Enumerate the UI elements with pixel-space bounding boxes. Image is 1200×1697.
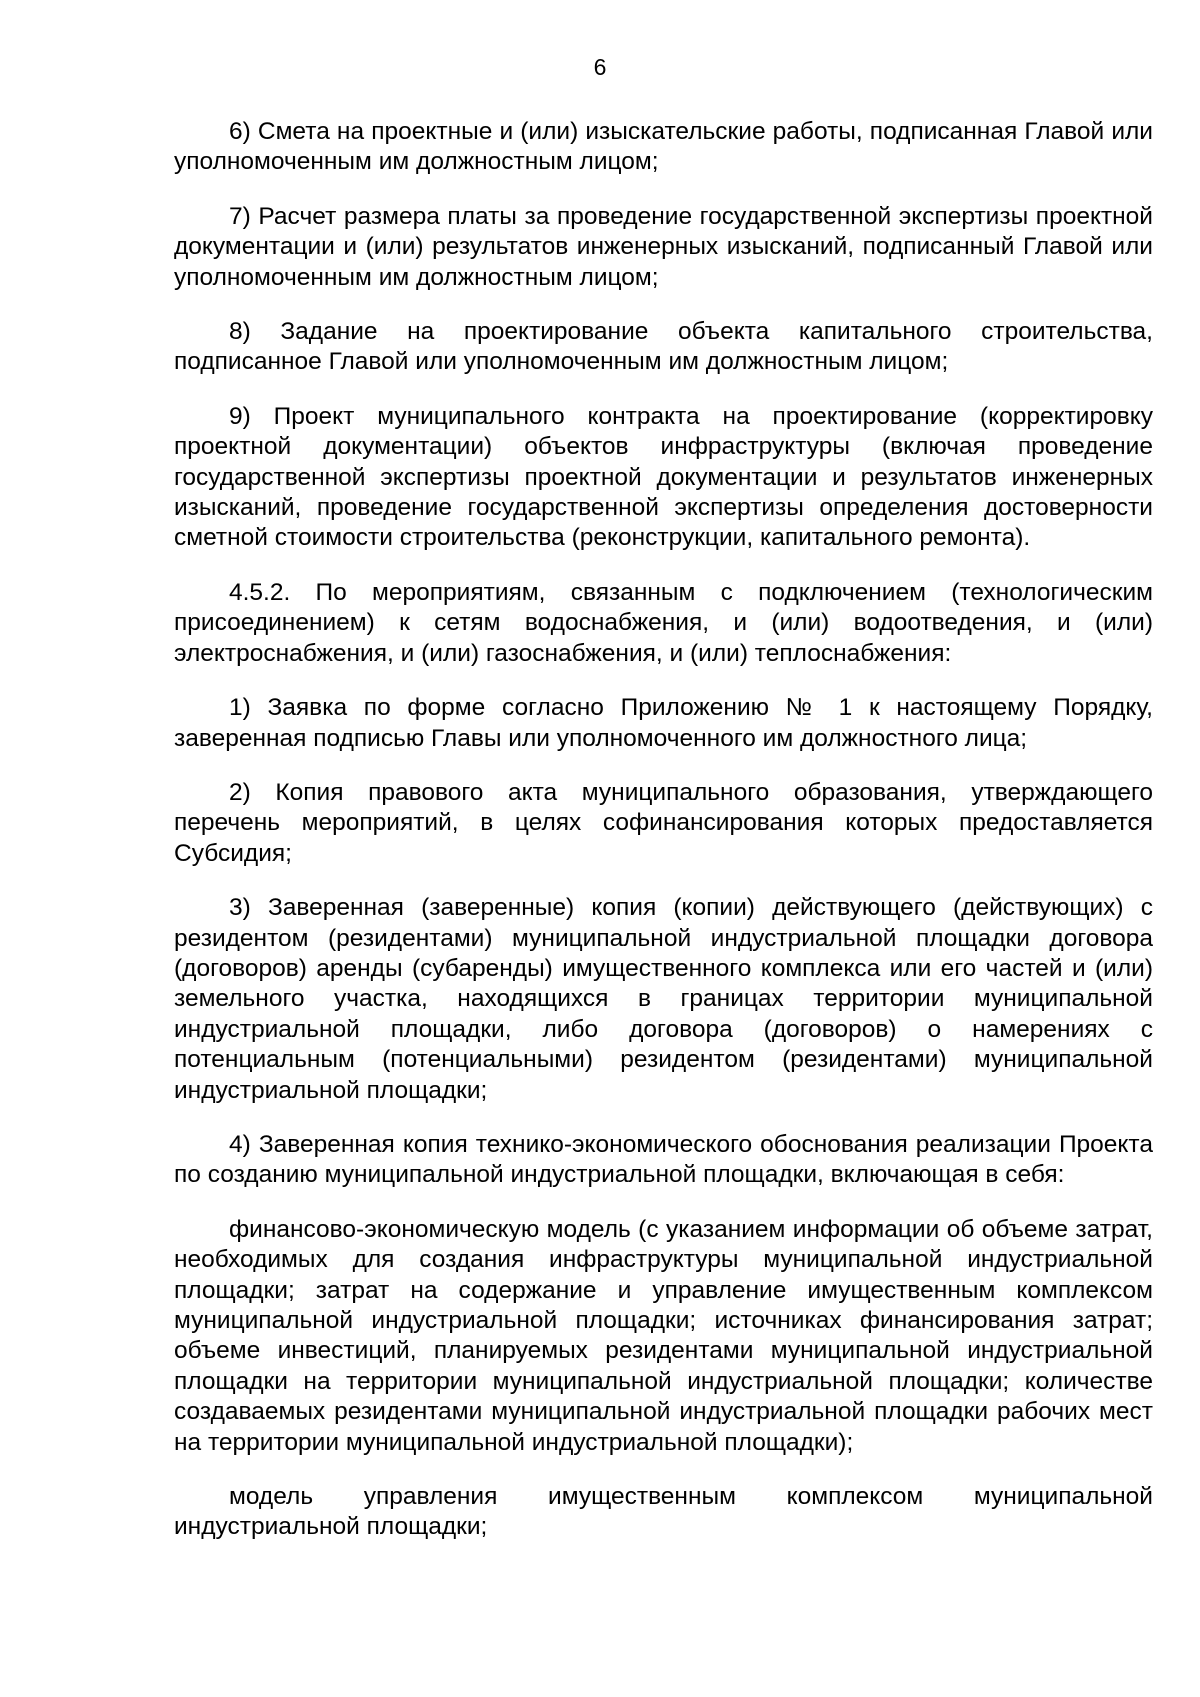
- paragraph-section-4-5-2: 4.5.2. По мероприятиям, связанным с подключением (технологическим присоединением) к сетям водоснабжения, и (или) водоотведения, и (или) электроснабжения, и (или) газоснабжения, и (или) теплоснабжения:: [174, 578, 1153, 667]
- document-body: [174, 117, 1153, 1543]
- paragraph-item-1: 1) Заявка по форме согласно Приложению № 1 к настоящему Порядку, заверенная подписью Главы или уполномоченного им должностного лица;: [174, 694, 1153, 752]
- paragraph-financial-model: финансово-экономическую модель (с указанием информации об объеме затрат, необходимых для создания инфраструктуры муниципальной индустриальной площадки; затрат на содержание и управление имущественным комплексом муниципальной индустриальной площадки; источниках финансирования затрат; объеме инвестиций, планируемых резидентами муниципальной индустриальной площадки на территории муниципальной индустриальной площадки; количестве создаваемых резидентами муниципальной индустриальной площадки рабочих мест на территории муниципальной индустриальной площадки);: [174, 1215, 1153, 1456]
- paragraph-item-7: 7) Расчет размера платы за проведение государственной экспертизы проектной документации и (или) результатов инженерных изысканий, подписанный Главой или уполномоченным им должностным лицом;: [174, 202, 1153, 291]
- paragraph-item-8: 8) Задание на проектирование объекта капитального строительства, подписанное Главой или уполномоченным им должностным лицом;: [174, 318, 1153, 376]
- paragraph-item-9: 9) Проект муниципального контракта на проектирование (корректировку проектной документации) объектов инфраструктуры (включая проведение государственной экспертизы проектной документации и результатов инженерных изысканий, проведение государственной экспертизы определения достоверности сметной стоимости строительства (реконструкции, капитального ремонта).: [174, 402, 1153, 552]
- paragraph-item-3: 3) Заверенная (заверенные) копия (копии) действующего (действующих) с резидентом (резидентами) муниципальной индустриальной площадки договора (договоров) аренды (субаренды) имущественного комплекса или его частей и (или) земельного участка, находящихся в границах территории муниципальной индустриальной площадки, либо договора (договоров) о намерениях с потенциальным (потенциальными) резидентом (резидентами) муниципальной индустриальной площадки;: [174, 894, 1153, 1104]
- paragraph-management-model: модель управления имущественным комплексом муниципальной индустриальной площадки;: [174, 1483, 1153, 1541]
- page-number: 6: [593, 54, 607, 80]
- paragraph-item-2: 2) Копия правового акта муниципального образования, утверждающего перечень мероприятий, в целях софинансирования которых предоставляется Субсидия;: [174, 778, 1153, 867]
- paragraph-item-4: 4) Заверенная копия технико-экономического обоснования реализации Проекта по созданию муниципальной индустриальной площадки, включающая в себя:: [174, 1130, 1153, 1189]
- paragraph-item-6: 6) Смета на проектные и (или) изыскательские работы, подписанная Главой или уполномоченным им должностным лицом;: [174, 118, 1153, 176]
